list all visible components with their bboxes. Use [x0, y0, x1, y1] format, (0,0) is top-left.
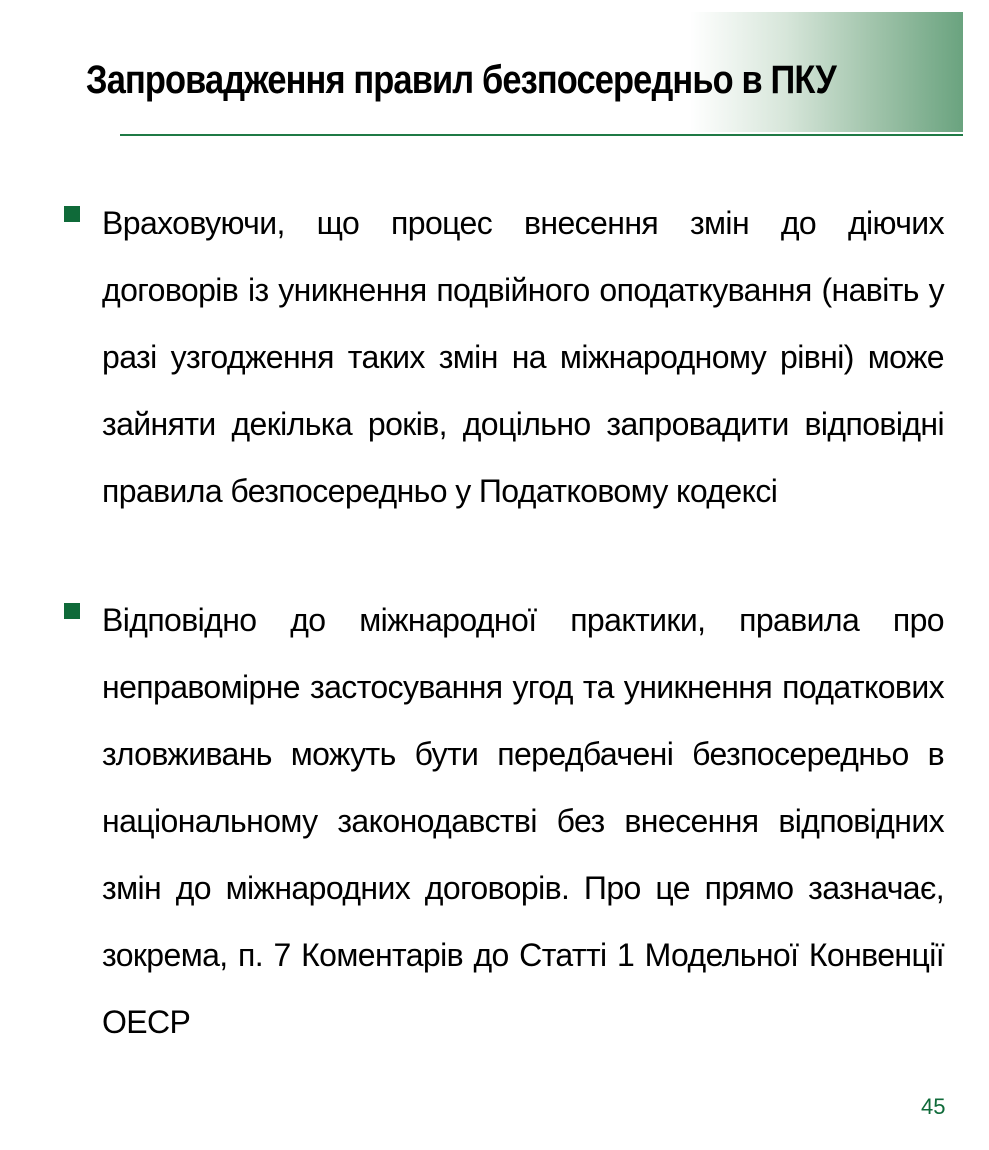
- page-number: 45: [921, 1094, 946, 1119]
- bullet-text: Відповідно до міжнародної практики, правила про неправомірне застосування угод та уникнення податкових зловживань можуть бути передбачені безпосередньо в національному законодавстві без внесення відповідних змін до міжнародних договорів. Про це прямо зазначає, зокрема, п. 7 Коментарів до Статті 1 Модельної Конвенції ОЕСР: [102, 602, 944, 1040]
- bullet-text: Враховуючи, що процес внесення змін до діючих договорів із уникнення подвійного оподаткування (навіть у разі узгодження таких змін на міжнародному рівні) може зайняти декілька років, доцільно запровадити відповідні правила безпосередньо у Податковому кодексі: [102, 205, 944, 509]
- square-bullet-icon: [64, 206, 80, 222]
- square-bullet-icon: [64, 603, 80, 619]
- slide-title: Запровадження правил безпосередньо в ПКУ: [86, 58, 836, 102]
- title-divider: [120, 134, 963, 136]
